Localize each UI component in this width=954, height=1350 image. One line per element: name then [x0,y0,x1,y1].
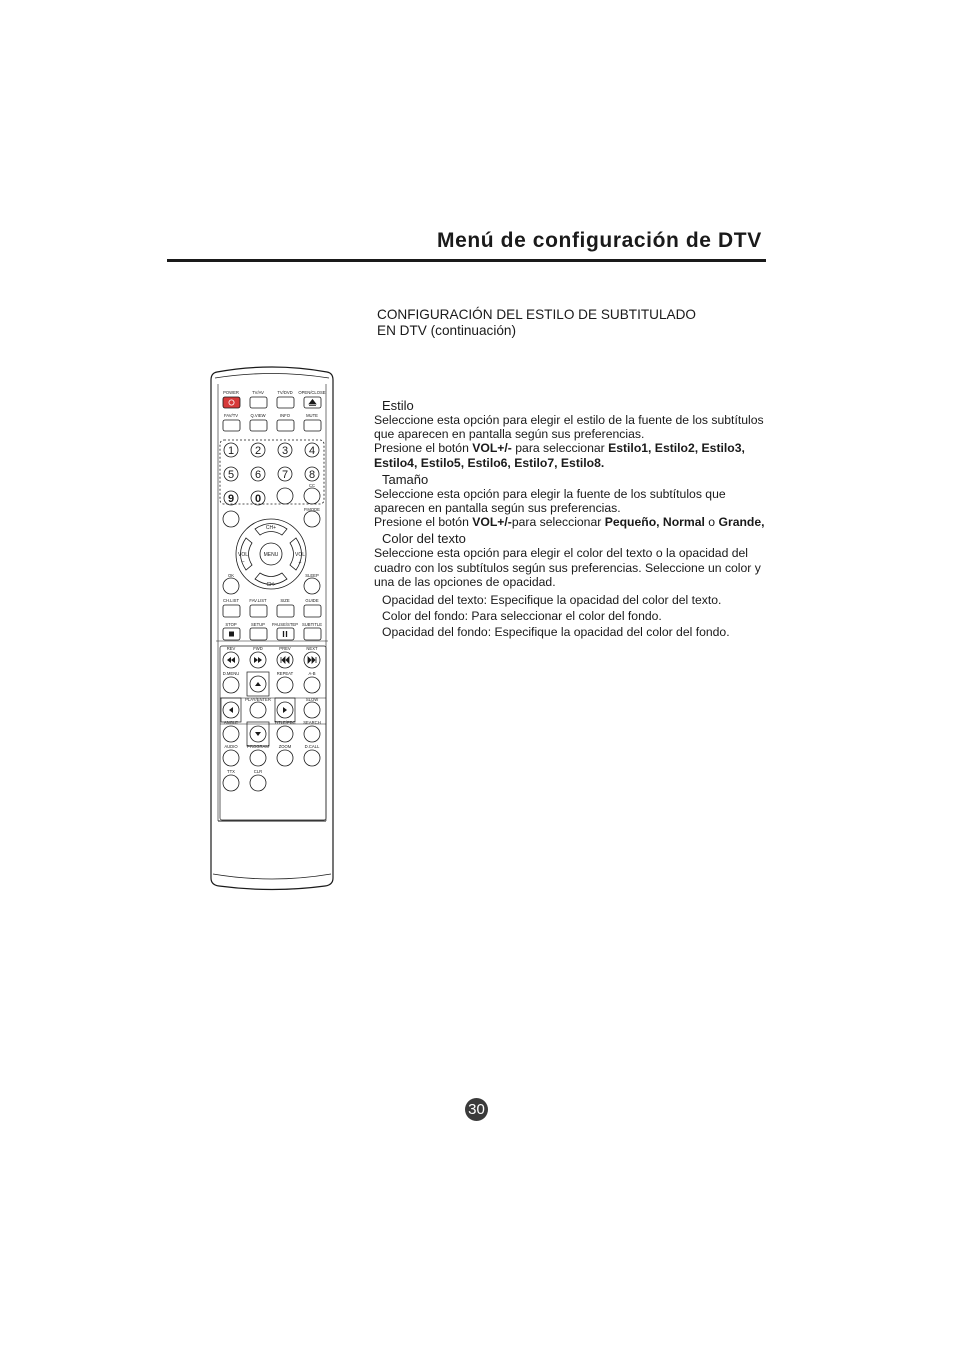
setup-button[interactable] [250,628,267,640]
estilo-heading: Estilo [382,398,414,413]
favtv-label: FAV/TV [223,413,239,418]
color-desc: Seleccione esta opción para elegir el color del texto o la opacidad del cuadro con los subtítulos según sus preferencias. Seleccione un color y una de las opciones de opacidad. [374,546,761,589]
section-heading-line-2: EN DTV (continuación) [377,323,517,338]
color-option-text-opacity: Opacidad del texto: Especifique la opacidad del color del texto. [382,593,722,608]
repeat-button[interactable] [277,677,293,693]
ab-button[interactable] [304,677,320,693]
tamano-desc: Seleccione esta opción para elegir la fuente de los subtítulos que aparecen en pantalla según sus preferencias. [374,486,726,516]
power-button[interactable] [223,397,240,408]
digit-6-label: 6 [254,469,262,481]
estilo-press [374,441,769,469]
tamano-press [374,515,769,529]
ok-label: OK [227,573,235,578]
digit-5-label: 5 [227,469,235,481]
prev-label: PREV [279,646,291,651]
tamano-options-b: Grande, [718,515,765,530]
page-title: Menú de configuración de DTV [437,229,762,252]
clr-button[interactable] [250,775,266,791]
tamano-select-text: para seleccionar [511,515,605,530]
angle-button[interactable] [223,726,239,742]
arrow-down-icon [255,732,261,736]
size-button[interactable] [277,605,294,617]
info-button[interactable] [277,420,294,431]
chlist-label: CH.LIST [222,598,240,603]
estilo-options: Estilo1, Estilo2, Estilo3, Estilo4, Estilo5, Estilo6, Estilo7, Estilo8. [374,441,745,470]
color-heading: Color del texto [382,531,466,547]
dcall-button[interactable] [304,750,320,766]
guide-label: GUIDE [305,598,319,603]
mute-label: MUTE [306,413,318,418]
forward-icon [254,657,262,663]
tamano-press-text: Presione el botón [374,515,473,530]
stop-icon [229,632,234,637]
cc-button[interactable] [304,488,320,504]
sleep-button[interactable] [304,578,320,594]
previous-icon [281,657,289,663]
estilo-button: VOL+/- [472,441,512,456]
arrow-right-icon [283,707,287,713]
next-icon [308,657,316,663]
title-pbc-button[interactable] [277,726,293,742]
ch-plus-label: CH+ [265,525,277,531]
title-rule [167,259,766,262]
zoom-button[interactable] [277,750,293,766]
slow-button[interactable] [304,702,320,718]
favlist-label: FAV.LIST [249,598,267,603]
ok-button[interactable] [223,578,239,594]
tamano-heading: Tamaño [382,471,429,487]
estilo-select-text: para seleccionar [511,441,609,456]
vol-plus-sign: + [298,560,302,566]
arrow-left-icon [229,707,233,713]
guide-button[interactable] [304,605,321,617]
digit-1-label: 1 [227,445,235,457]
ttx-button[interactable] [223,775,239,791]
open-close-label: OPEN/CLOSE [298,390,326,395]
vol-minus-label: VOL [237,552,249,558]
color-options [374,592,769,640]
color-option-bg-color: Color del fondo: Para seleccionar el color del fondo. [382,609,662,624]
favtv-button[interactable] [223,420,240,431]
vol-plus-label: VOL [294,552,306,558]
pause-step-label: PAUSE/STEP [272,622,298,627]
stop-label: STOP [225,622,237,627]
tamano-conj: o [704,515,719,530]
audio-button[interactable] [223,750,239,766]
remote-control-illustration [209,366,335,892]
sleep-label: SLEEP [305,573,319,578]
rev-label: REV [226,646,236,651]
slow-label: SLOW [305,697,319,702]
tamano-options-a: Pequeño, Normal [604,515,705,530]
program-button[interactable] [250,750,266,766]
program-label: PROGRAM [247,744,269,749]
clr-label: CLR [253,769,263,774]
ch-minus-label: CH- [266,582,276,588]
page-number-badge: 30 [465,1098,488,1121]
ab-label: A-B [308,671,316,676]
search-button[interactable] [304,726,320,742]
qview-label: Q.VIEW [250,413,266,418]
digit-0-label: 0 [254,493,262,505]
vol-minus-sign: – [241,559,245,565]
tvav-label: TV/AV [252,390,264,395]
dmenu-button[interactable] [223,677,239,693]
search-label: SEARCH [303,720,321,725]
arrow-up-icon [255,682,261,686]
rewind-icon [227,657,235,663]
pause-step-button[interactable] [277,628,294,640]
favlist-button[interactable] [250,605,267,617]
play-enter-button[interactable] [250,702,266,718]
subtitle-button[interactable] [304,628,321,640]
setup-label: SETUP [251,622,265,627]
section-heading-line-1: CONFIGURACIÓN DEL ESTILO DE SUBTITULADO [377,307,696,322]
dash-button[interactable] [277,488,293,504]
size-label: SIZE [280,598,290,603]
digit-3-label: 3 [281,445,289,457]
zoom-label: ZOOM [278,744,292,749]
digit-8-label: 8 [308,469,316,481]
pmode-label: P.MODE [304,507,320,512]
play-enter-label: PLAY/ENTER [245,697,271,702]
digit-2-label: 2 [254,445,262,457]
fwd-label: FWD [253,646,263,651]
tamano-button: VOL+/- [472,515,512,530]
mute-button[interactable] [304,420,321,431]
eject-icon [309,400,316,406]
pmode-button[interactable] [304,511,320,527]
ttx-label: TTX [227,769,235,774]
digit-9-label: 9 [227,493,235,505]
dcall-label: D.CALL [304,744,320,749]
digit-4-label: 4 [308,445,316,457]
left-function-button[interactable] [223,511,239,527]
chlist-button[interactable] [223,605,240,617]
tvdvd-button[interactable] [277,397,294,408]
description-content [374,398,769,640]
digit-7-label: 7 [281,469,289,481]
next-label: NEXT [306,646,318,651]
angle-label: ANGLE [223,720,239,725]
power-label: POWER [223,390,239,395]
estilo-press-text: Presione el botón [374,441,473,456]
audio-label: AUDIO [224,744,238,749]
pause-icon [284,631,287,637]
info-label: INFO [279,413,291,418]
subtitle-label: SUBTITLE [301,622,323,627]
tvav-button[interactable] [250,397,267,408]
title-pbc-label: TITLE/PBC [274,720,296,725]
tvdvd-label: TV/DVD [277,390,293,395]
menu-label: MENU [263,552,279,558]
estilo-desc: Seleccione esta opción para elegir el estilo de la fuente de los subtítulos que aparecen en pantalla según sus preferencias. [374,413,764,442]
cc-label: CC [308,483,316,488]
qview-button[interactable] [250,420,267,431]
section-heading [377,307,737,339]
dmenu-label: D.MENU [222,671,240,676]
color-option-bg-opacity: Opacidad del fondo: Especifique la opacidad del color del fondo. [382,625,730,640]
repeat-label: REPEAT [276,671,294,676]
